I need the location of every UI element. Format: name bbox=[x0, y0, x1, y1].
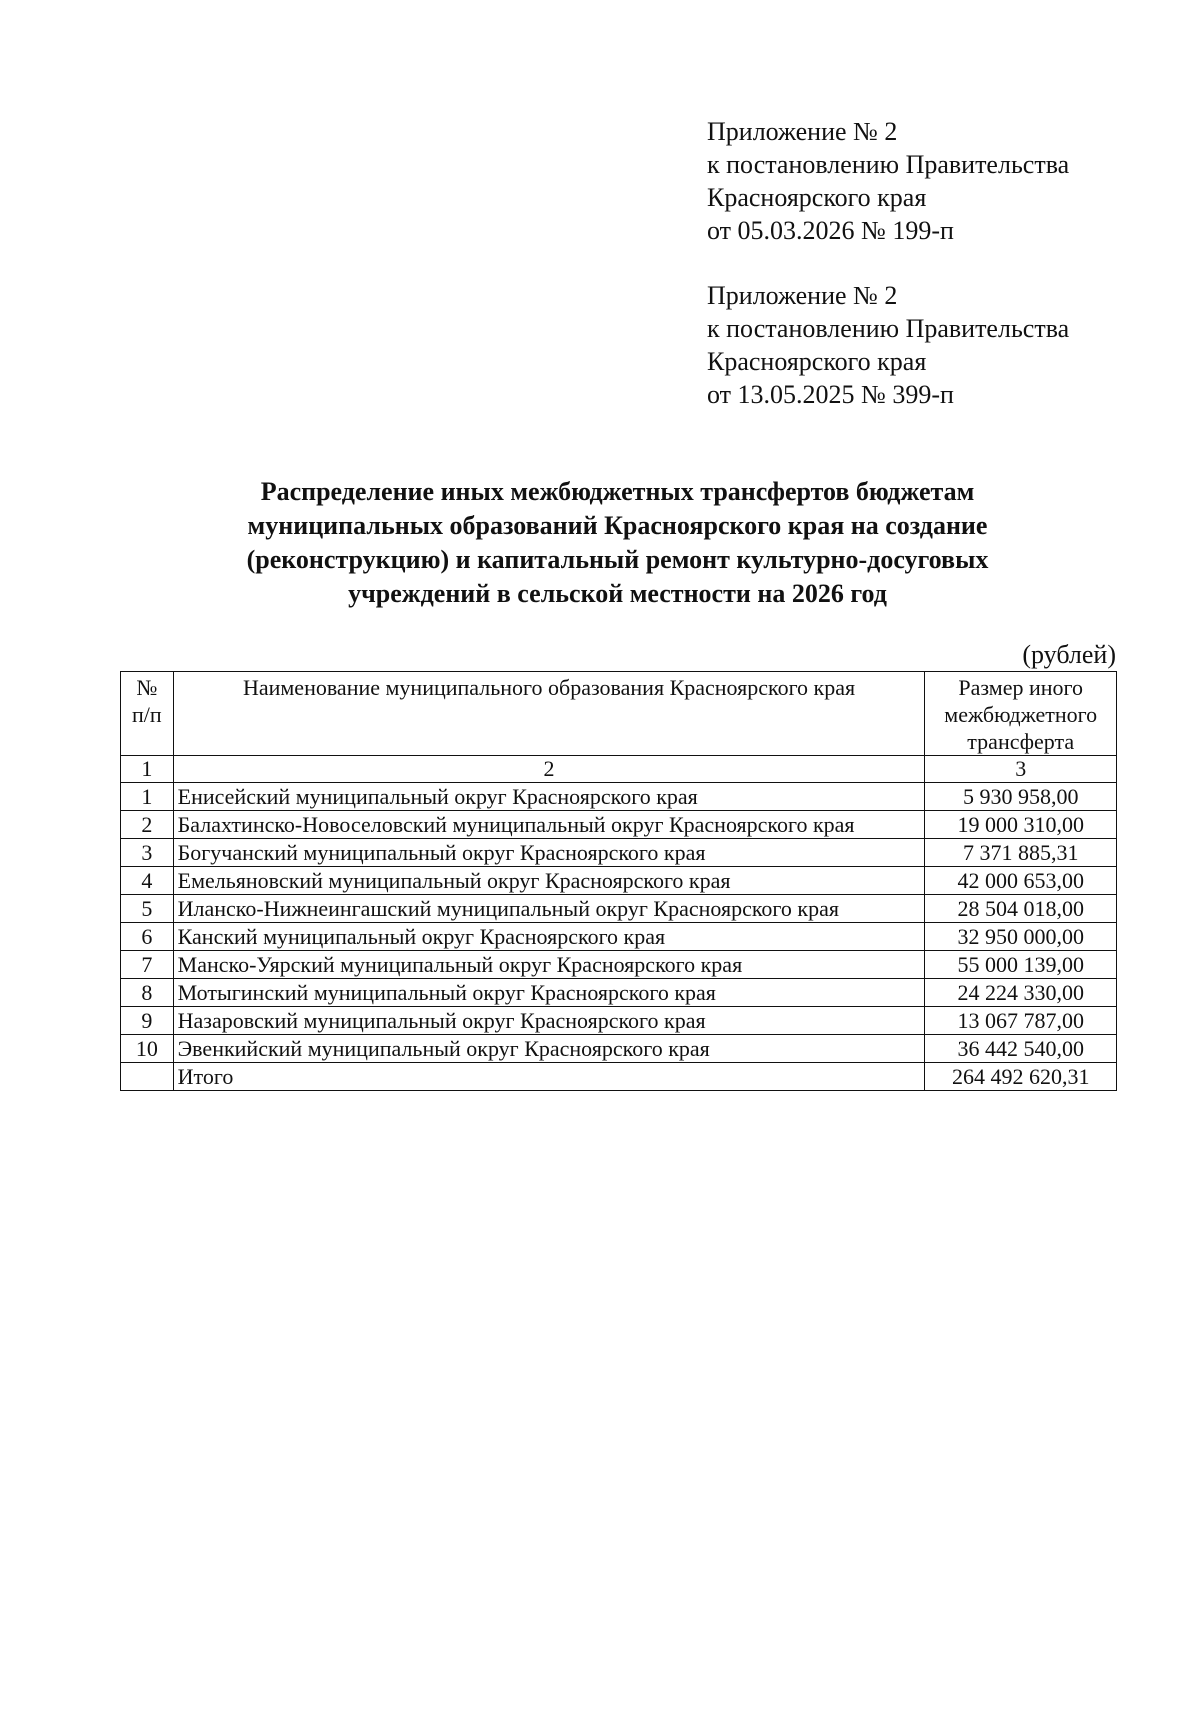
table-header-row bbox=[121, 672, 1117, 756]
table-row bbox=[121, 811, 1117, 839]
row-municipality: Богучанский муниципальный округ Красноярского края bbox=[173, 839, 925, 867]
table-row bbox=[121, 951, 1117, 979]
table-row bbox=[121, 783, 1117, 811]
row-number: 7 bbox=[121, 951, 174, 979]
row-amount: 28 504 018,00 bbox=[925, 895, 1117, 923]
column-index-cell: 1 bbox=[121, 756, 174, 783]
appendix-previous-line: к постановлению Правительства bbox=[707, 314, 1070, 343]
row-number: 8 bbox=[121, 979, 174, 1007]
table-row bbox=[121, 923, 1117, 951]
document-title bbox=[120, 475, 1115, 611]
column-index-row bbox=[121, 756, 1117, 783]
title-line: учреждений в сельской местности на 2026 год bbox=[348, 579, 887, 608]
row-municipality: Назаровский муниципальный округ Красноярского края bbox=[173, 1007, 925, 1035]
table-row bbox=[121, 867, 1117, 895]
total-row bbox=[121, 1063, 1117, 1091]
row-amount: 24 224 330,00 bbox=[925, 979, 1117, 1007]
appendix-previous-line: от 13.05.2025 № 399-п bbox=[707, 380, 954, 409]
row-municipality: Эвенкийский муниципальный округ Красноярского края bbox=[173, 1035, 925, 1063]
appendix-current-line: к постановлению Правительства bbox=[707, 150, 1070, 179]
row-amount: 36 442 540,00 bbox=[925, 1035, 1117, 1063]
appendix-previous-line: Красноярского края bbox=[707, 347, 927, 376]
title-line: Распределение иных межбюджетных трансфертов бюджетам bbox=[260, 477, 975, 506]
row-amount: 55 000 139,00 bbox=[925, 951, 1117, 979]
row-amount: 19 000 310,00 bbox=[925, 811, 1117, 839]
column-index-cell: 3 bbox=[925, 756, 1117, 783]
row-municipality: Манско-Уярский муниципальный округ Красноярского края bbox=[173, 951, 925, 979]
appendix-current-line: Приложение № 2 bbox=[707, 117, 898, 146]
row-amount: 32 950 000,00 bbox=[925, 923, 1117, 951]
row-municipality: Енисейский муниципальный округ Красноярского края bbox=[173, 783, 925, 811]
title-line: муниципальных образований Красноярского края на создание bbox=[247, 511, 988, 540]
header-amount: Размер иного межбюджетного трансферта bbox=[925, 672, 1117, 756]
row-amount: 5 930 958,00 bbox=[925, 783, 1117, 811]
appendix-current-line: от 05.03.2026 № 199-п bbox=[707, 216, 954, 245]
appendix-previous-block bbox=[707, 279, 1069, 411]
header-number: № п/п bbox=[121, 672, 174, 756]
allocation-table bbox=[120, 671, 1117, 1091]
row-amount: 13 067 787,00 bbox=[925, 1007, 1117, 1035]
appendix-previous-line: Приложение № 2 bbox=[707, 281, 898, 310]
row-number: 9 bbox=[121, 1007, 174, 1035]
header-municipality: Наименование муниципального образования Красноярского края bbox=[173, 672, 925, 756]
table-row bbox=[121, 979, 1117, 1007]
row-number: 1 bbox=[121, 783, 174, 811]
row-number: 5 bbox=[121, 895, 174, 923]
units-label: (рублей) bbox=[1022, 640, 1116, 669]
total-label: Итого bbox=[173, 1063, 925, 1091]
row-number: 2 bbox=[121, 811, 174, 839]
table-row bbox=[121, 839, 1117, 867]
total-number bbox=[121, 1063, 174, 1091]
row-number: 10 bbox=[121, 1035, 174, 1063]
row-municipality: Емельяновский муниципальный округ Красноярского края bbox=[173, 867, 925, 895]
column-index-cell: 2 bbox=[173, 756, 925, 783]
row-number: 6 bbox=[121, 923, 174, 951]
row-municipality: Мотыгинский муниципальный округ Красноярского края bbox=[173, 979, 925, 1007]
row-municipality: Балахтинско-Новоселовский муниципальный округ Красноярского края bbox=[173, 811, 925, 839]
row-number: 3 bbox=[121, 839, 174, 867]
row-municipality: Канский муниципальный округ Красноярского края bbox=[173, 923, 925, 951]
appendix-current-line: Красноярского края bbox=[707, 183, 927, 212]
row-municipality: Иланско-Нижнеингашский муниципальный округ Красноярского края bbox=[173, 895, 925, 923]
appendix-current-block bbox=[707, 115, 1069, 247]
row-amount: 42 000 653,00 bbox=[925, 867, 1117, 895]
table-row bbox=[121, 895, 1117, 923]
row-number: 4 bbox=[121, 867, 174, 895]
table-row bbox=[121, 1007, 1117, 1035]
total-amount: 264 492 620,31 bbox=[925, 1063, 1117, 1091]
row-amount: 7 371 885,31 bbox=[925, 839, 1117, 867]
table-row bbox=[121, 1035, 1117, 1063]
table-body bbox=[121, 756, 1117, 1091]
title-line: (реконструкцию) и капитальный ремонт культурно-досуговых bbox=[246, 545, 989, 574]
